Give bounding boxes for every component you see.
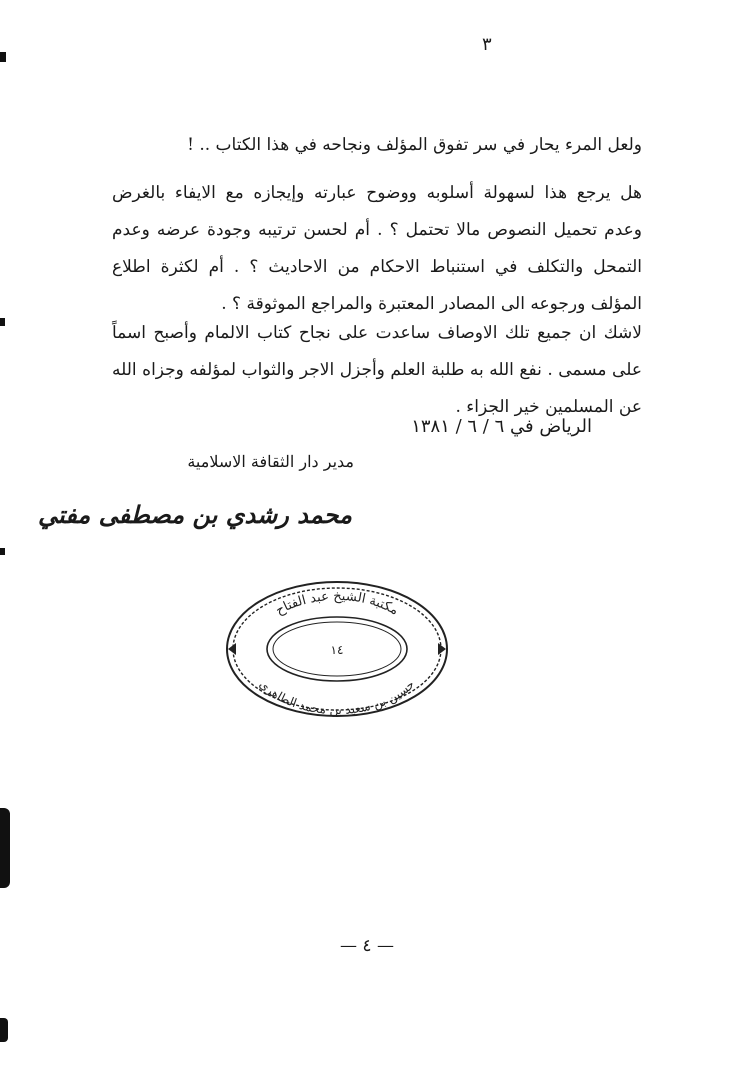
paragraph-2: هل يرجع هذا لسهولة أسلوبه ووضوح عبارته وإيجازه مع الايفاء بالغرض وعدم تحميل النصوص مالا تحتمل ؟ . أم لحسن ترتيبه وجودة عرضه وعدم التمحل والتكلف في استنباط الاحكام من الاحاديث ؟ . أم لكثرة اطلاع المؤلف ورجوعه الى المصادر المعتبرة والمراجع الموثوقة ؟ . — [112, 183, 642, 314]
handwritten-signature: محمد رشدي بن مصطفى مفتي — [37, 500, 352, 529]
scan-edge-mark — [0, 318, 5, 326]
paragraph-3: لاشك ان جميع تلك الاوصاف ساعدت على نجاح كتاب الالمام وأصبح اسماً على مسمى . نفع الله به طلبة العلم وأجزل الاجر والثواب لمؤلفه وجزاه الله عن المسلمين خير الجزاء . — [112, 323, 642, 417]
corner-page-mark: ٣ — [482, 34, 492, 55]
page-number: — ٤ — — [340, 936, 394, 956]
scan-edge-mark — [0, 548, 5, 555]
date-line: الرياض في ٦ / ٦ / ١٣٨١ — [411, 416, 592, 437]
scan-edge-mark — [0, 1018, 8, 1042]
svg-text:حسين بن سعيد بن محمد الطاهري — [257, 677, 418, 718]
scan-edge-mark — [0, 808, 10, 888]
seal-top-text: مكتبة الشيخ عبد الفتاح — [273, 589, 401, 619]
library-seal-stamp — [224, 578, 450, 720]
paragraph-1: ولعل المرء يحار في سر تفوق المؤلف ونجاحه في هذا الكتاب .. ! — [187, 135, 642, 155]
scan-edge-mark — [0, 52, 6, 62]
seal-bottom-text: حسين بن سعيد بن محمد الطاهري — [256, 677, 418, 718]
signatory-title: مدير دار الثقافة الاسلامية — [187, 452, 354, 471]
seal-center-text: ١٤ — [330, 643, 344, 657]
